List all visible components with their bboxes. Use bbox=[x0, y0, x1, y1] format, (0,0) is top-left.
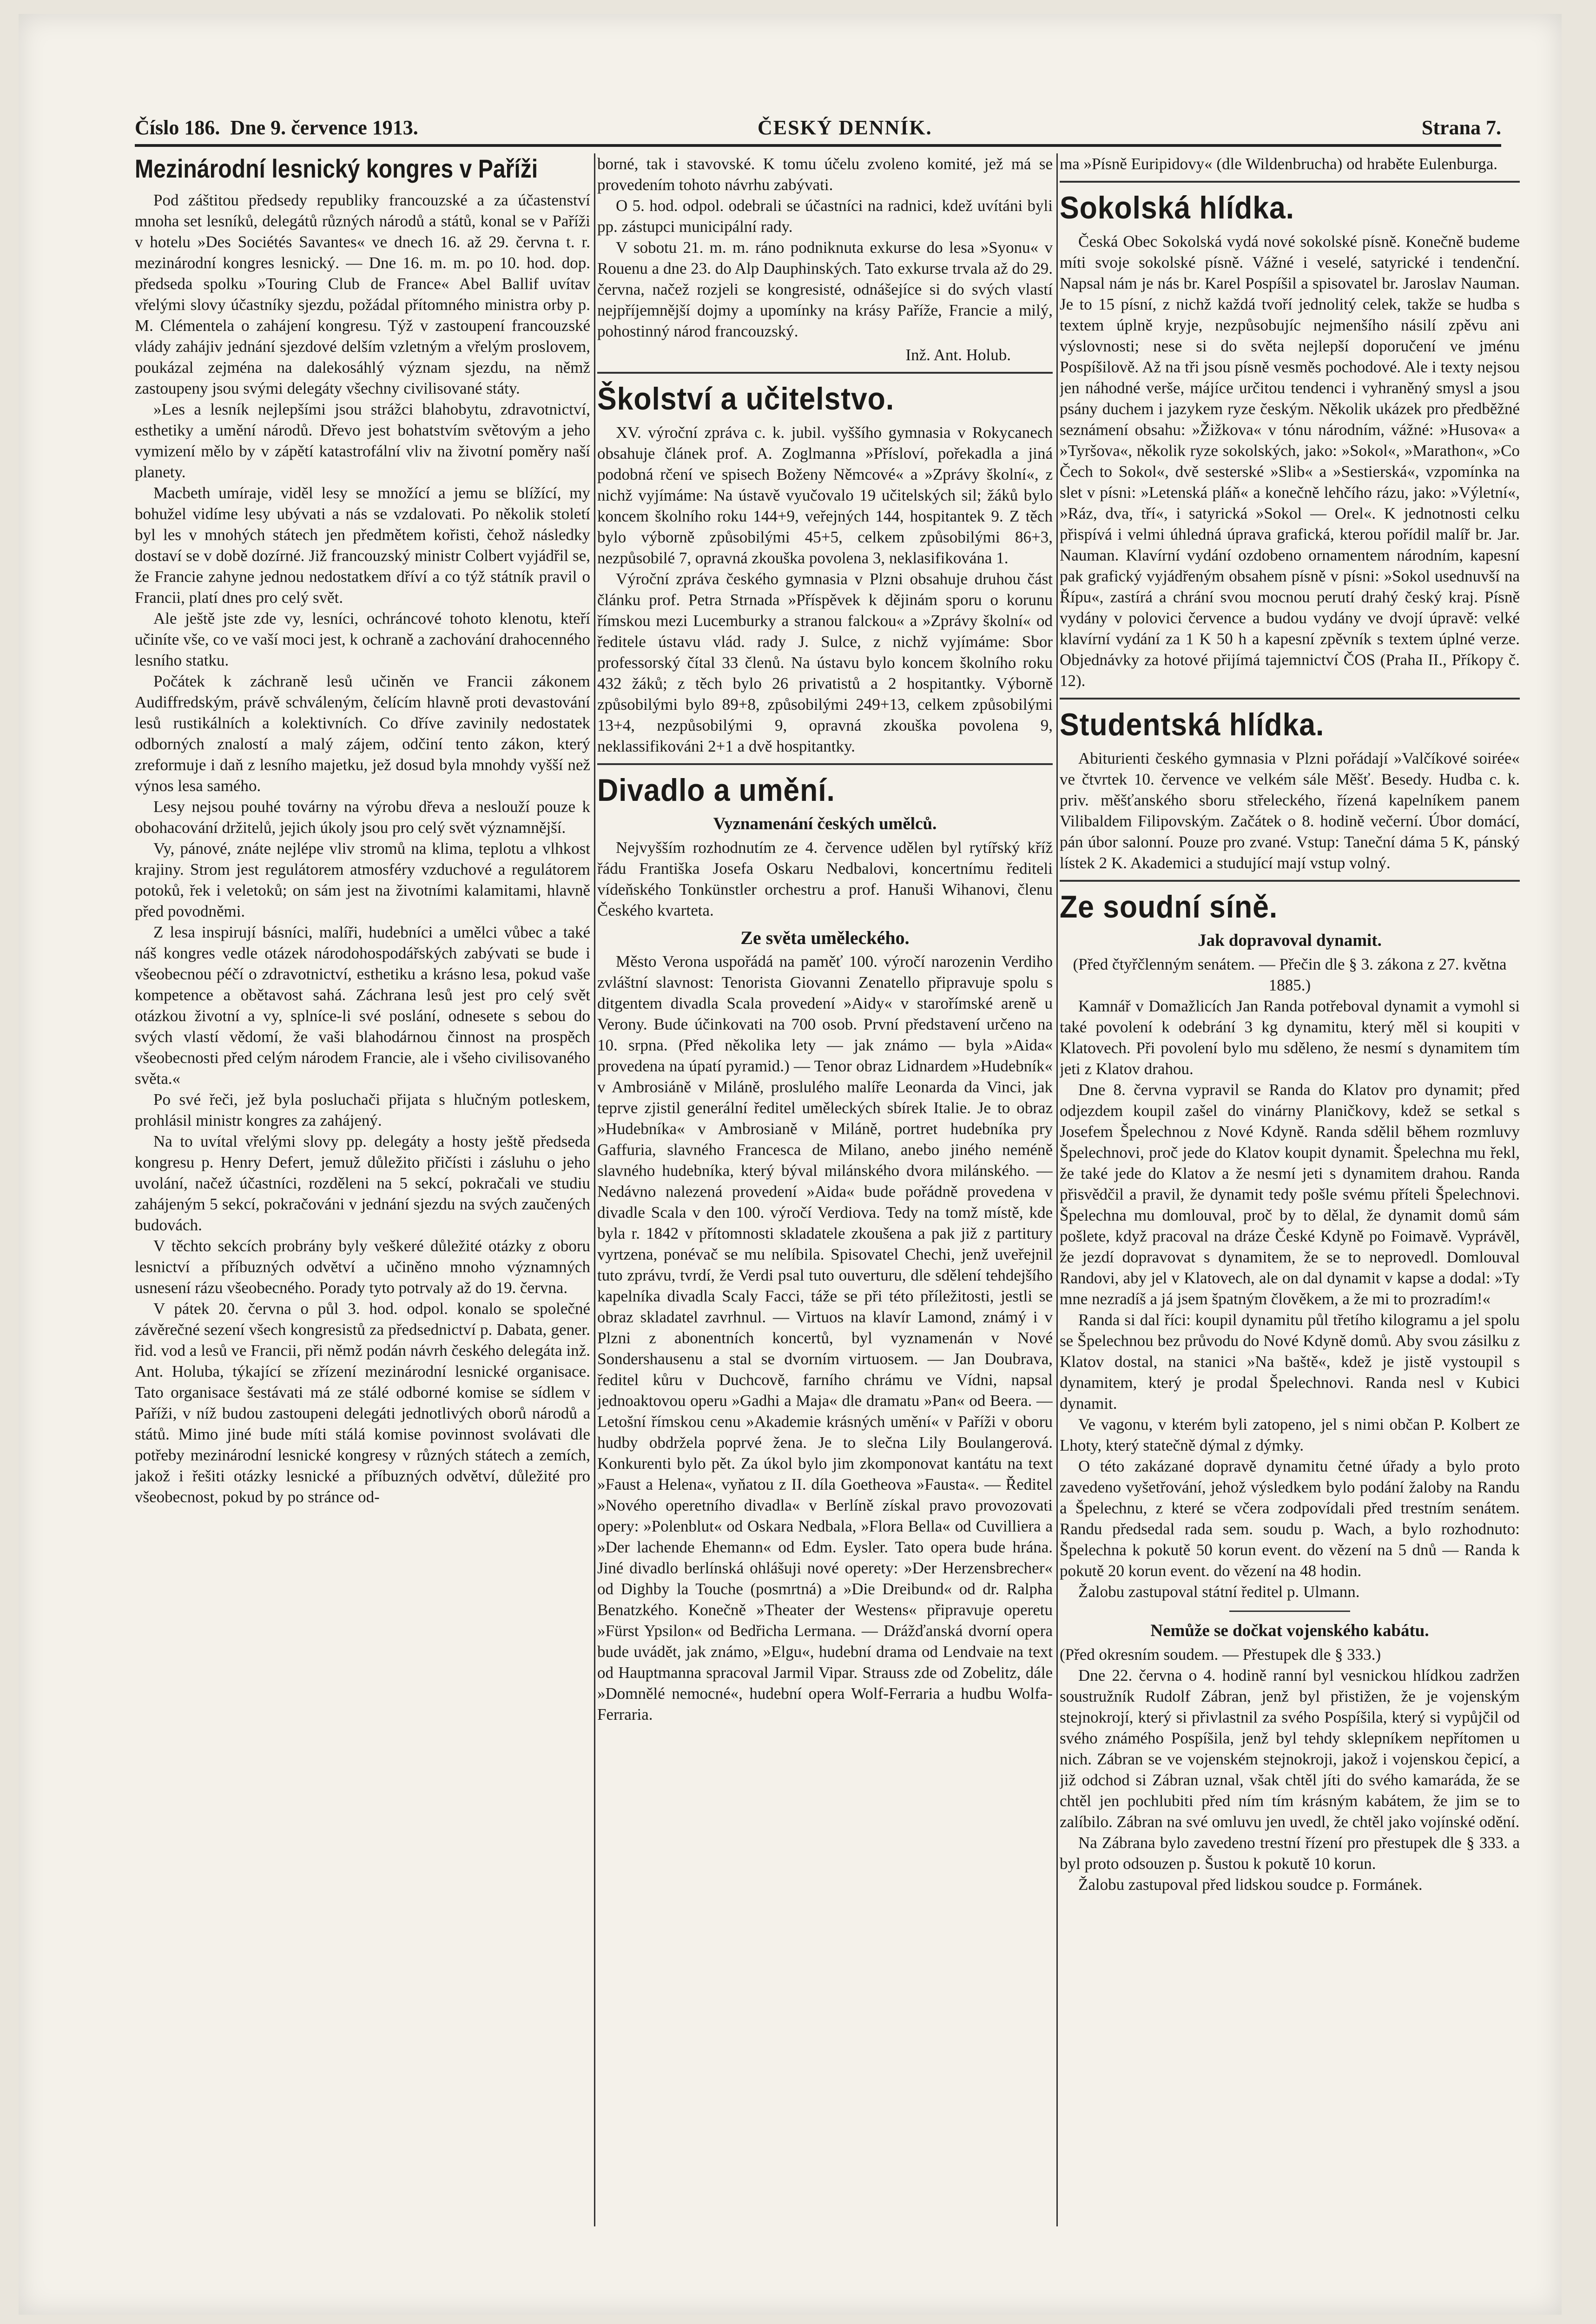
article-paragraph: Počátek k záchraně lesů učiněn ve Francii zákonem Audiffredským, právě schváleným, čelícím hlavně proti devastování lesů rustikálních a kolektivních. Co dříve zavinily nedostatek odborných znalostí a malý zájem, odčiní tento zákon, který zreformuje i daň z lesního majetku, jež dosud byla mnohdy vyšší než výnos lesa samého. bbox=[135, 672, 590, 795]
article-paragraph: Dne 22. června o 4. hodině ranní byl vesnickou hlídkou zadržen soustružník Rudolf Zábran, jenž byl přistižen, že je vojenským stejnokrojí, který si přivlastnil za svého Pospíšila, který si vypůjčil od svého známého Pospíšila, jenž byl tehdy sklepníkem nepřítomen u nich. Zábran se ve vojenském stejnokroji, jakož i vojenskou čepicí, a již odchod si Zábran uznal, však chtěl jíti do svého kamaráda, že se chtěl jen pochlubiti před ním tím krásným kabátem, že jim se to zalíbilo. Zábran na své omluvu jen uvedl, že chtěl jako vojínské odění. bbox=[1060, 1666, 1520, 1831]
article-paragraph: ma »Písně Euripidovy« (dle Wildenbrucha) od hraběte Eulenburga. bbox=[1060, 155, 1498, 173]
article-paragraph: Pod záštitou předsedy republiky francouzské a za účastenství mnoha set lesníků, delegátů různých národů a států, konal se v Paříži v hotelu »Des Sociétés Savantes« ve dnech 16. až 29. června t. r. mezinárodní kongres lesnický. — Dne 16. m. m. po 10. hod. dop. předseda spolku »Touring Club de France« Abel Ballif uvítav vřelými slovy účastníky sjezdu, požádal přítomného ministra orby p. M. Clémentela o zahájení kongresu. Týž v zastoupení francouzské vlády zahájiv jednání sjezdové delším vzletným a vřelým proslovem, poukázal zejména na dalekosáhlý význam sjezdu, na němž zastoupeny jsou svými delegáty všechny civilisované státy. bbox=[135, 191, 590, 397]
forestry-congress-article bbox=[135, 190, 590, 1507]
page-number: Strana 7. bbox=[1421, 116, 1501, 139]
article-paragraph: Kamnář v Domažlicích Jan Randa potřeboval dynamit a vymohl si také povolení k odebrání 3 kg dynamitu, který měl si koupiti v Klatovech. Při povolení bylo mu sděleno, že nesmí s dynamitem tím jeti z Klatov drahou. bbox=[1060, 997, 1520, 1078]
article-paragraph: V sobotu 21. m. m. ráno podniknuta exkurse do lesa »Syonu« v Rouenu a dne 23. do Alp Dauphinských. Tato exkurse trvala až do 29. června, načež rozjeli se kongresisté, odnášejíce si do svých vlastí nejpříjemnější dojmy a upomínky na krásy Paříže, Francie a milý, pohostinný národ francouzský. bbox=[597, 238, 1053, 340]
article-paragraph: Abiturienti českého gymnasia v Plzni pořádají »Valčíkové soirée« ve čtvrtek 10. července ve velkém sále Měšť. Besedy. Hudba c. k. priv. měšťanského sboru střeleckého, řízená kapelníkem panem Vilibaldem Filipovským. Začátek o 8. hodině večerní. Úbor domácí, pán úbor salonní. Pouze pro zvané. Vstup: Taneční dáma 5 K, pánský lístek 2 K. Akademici a studující mají vstup volný. bbox=[1060, 749, 1520, 872]
subheading: Jak dopravoval dynamit. bbox=[1198, 931, 1382, 950]
article-paragraph: Na to uvítal vřelými slovy pp. delegáty a hosty ještě předseda kongresu p. Henry Defert, jemuž důležito přičísti i zásluhu o jeho uvolání, načež účastníci, rozděleni na 5 sekcí, pokračali ve studiu zahájeným 5 sekcí, pokračováni v jednání sjezdu na svých zaučených budovách. bbox=[135, 1132, 590, 1234]
article-paragraph: Po své řeči, jež byla posluchači přijata s hlučným potleskem, prohlásil ministr kongres za zahájený. bbox=[135, 1090, 590, 1129]
article-paragraph: Město Verona uspořádá na paměť 100. výročí narozenin Verdiho zvláštní slavnost: Tenorista Giovanni Zenatello připravuje spolu s ditgentem divadla Scala provedení »Aidy« v starořímské areně u Verony. Bude účinkovati na 700 osob. První představení určeno na 10. srpna. (Před několika lety — jak známo — byla »Aida« provedena na úpatí pyramid.) — Tenor obraz Lidnardem »Hudebník« v Ambrosiáně v Miláně, proslulého malíře Leonarda da Vinci, jak teprve zjistil generální ředitel uměleckých sbírek Italie. Je to obraz »Hudebníka« v Ambrosianě v Miláně, portret hudebníka pry Gaffuria, slavného Francesca de Milano, anebo jiného neméně slavného hudebníka, který býval milánského dvora milánského. — Nedávno nalezená provedení »Aida« bude pořádně provedena v divadle Scala v den 100. výročí Verdiova. Tedy na tomž místě, kde byla r. 1842 v přítomnosti skladatele zkoušena a pak již z partitury vyrtzena, ponévač se mu nelíbila. Spisovatel Chechi, jenž uveřejnil tuto zprávu, tvrdí, že Verdi psal tuto ouverturu, dle sdělení tehdejšího kapelníka divadla Scaly Facci, táže se při této příležitosti, jestli se obraz skladatel zavrhnul. — Virtuos na klavír Lamond, známý i v Plzni z abonentních koncertů, byl vyznamenán v Nové Sondershausenu a stal se dvorním virtuosem. — Jan Doubrava, ředitel kůru v Duchcově, farního chrámu ve Vídni, napsal jednoaktovou operu »Gadhi a Maja« dle dramatu »Pan« od Beera. — Letošní římskou cenu »Akademie krásných umění« v Paříži v oboru hudby obdržela poprvé žena. Je to slečna Lily Boulangerová. Konkurenti bylo pět. Za úkol bylo jim zkomponovat kantátu na text »Faust a Helena«, vyňatou z II. díla Goetheova »Fausta«. — Ředitel »Nového operetního divadla« v Berlíně získal pravo provozovati opery: »Polenblut« od Oskara Nedbala, »Flora Bella« od Cuvilliera a »Der lachende Ehemann« od Edm. Eysler. Tato opera bude hrána. Jiné divadlo berlínská ohlášuji nové operety: »Der Herzensbrecher« od Dighby la Touche (posmrtná) a »Die Dreibund« od dr. Ralpha Benatzkého. Konečně »Theater der Westens« připravuje operetu »Fürst Ypsilon« od Bedřicha Lermana. — Drážďanská dvorní opera bude uvádět, jak známo, »Elgu«, hudební drama od Lendvaie na text od Hauptmanna spracoval Jarmil Vipar. Strauss zde od Zobelitz, dále »Domnělé nemocné«, hudební opera Wolf-Ferraria a hudbu Wolfa-Ferraria. bbox=[597, 952, 1053, 1723]
section-rule bbox=[1060, 698, 1520, 700]
column-divider bbox=[594, 153, 595, 2226]
court-note: (Před okresním soudem. — Přestupek dle § 333.) bbox=[1060, 1645, 1381, 1664]
section-title-court: Ze soudní síně. bbox=[1060, 889, 1278, 924]
article-paragraph: O 5. hod. odpol. odebrali se účastníci na radnici, kdež uvítáni byli pp. zástupci municipální rady. bbox=[597, 197, 1053, 236]
section-rule bbox=[597, 372, 1053, 374]
article-paragraph: Vy, pánové, znáte nejlépe vliv stromů na klima, teplotu a vlhkost krajiny. Strom jest regulátorem atmosféry vzduchové a regulátorem potoků, řek i veletoků; on sám jest na životními kalamitami, hlavně před povodněmi. bbox=[135, 839, 590, 920]
section-title-student: Studentská hlídka. bbox=[1060, 707, 1325, 742]
subheading: Nemůže se dočkat vojenského kabátu. bbox=[1150, 1621, 1429, 1640]
article-paragraph: Žalobu zastupoval před lidskou soudce p. Formánek. bbox=[1078, 1875, 1423, 1894]
article-paragraph: Česká Obec Sokolská vydá nové sokolské písně. Konečně budeme míti svoje sokolské písně. Vážné i veselé, satyrické i tendenční. Napsal nám je nás br. Karel Pospíšil a spisovatel br. Jaroslav Nauman. Je to 15 písní, z nichž každá tvoří jednolitý celek, takže se hudba s textem úplně kryje, nezpůsobujíc nejmenšího násilí zpěvu ani výslovnosti; nese si do světa nejlepší doporučení ve jménu Pospíšilově. Až na tři jsou písně vesměs pochodové. Ale i texty nejsou jen náhodné verše, májíce určitou tendenci i vyhraněný smysl a jsou psány duchem i jazykem ryze českým. Několik ukázek pro předběžné seznámení obsahu: »Žižkova« v tónu národním, vážné: »Husova« a »Tyršova«, několik ryze sokolských, jako: »Sokol«, »Marathon«, »Co Čech to Sokol«, dvě sesterské »Slib« a »Sestierská«, vzpomínka na slet v písni: »Letenská pláň« a konečně lehčího rázu, jako: »Výletní«, »Ráz, dva, tří«, i satyrická »Sokol — Orel«. K jednotnosti celku přispívá i velmi úhledná úprava grafická, kterou pořídil malíř br. Jar. Nauman. Klavírní vydání ozdobeno ornamentem národním, kapesní pak grafický vyjádřeným obsahem písně v písni: »Sokol usednuvší na Řípu«, zastírá a chrání svou mocnou perutí drahý český kraj. Písně vydány v polovici července a budou vydány ve dvojí úpravě: velké klavírní vydání za 1 K 50 h a kapesní zpěvník s textem úplné verze. Objednávky za hotové přijímá tajemnictví ČOS (Praha II., Příkopy č. 12). bbox=[1060, 232, 1520, 690]
column-3 bbox=[1060, 153, 1520, 2226]
section-title-school: Školství a učitelstvo. bbox=[597, 381, 895, 416]
article-paragraph: XV. výroční zpráva c. k. jubil. vyššího gymnasia v Rokycanech obsahuje článek prof. A. Zoglmanna »Přísloví, pořekadla a jiná podobná rčení ve spisech Boženy Němcové« a »Zprávy školní«, z nichž vyjímáme: Na ústavě vyučovalo 19 učitelských sil; žáků bylo koncem školního roku 144+9, veřejných 144, hospitantek 9. Z těch bylo výborně způsobilými 45+5, celkem způsobilými 86+3, nezpůsobilé 7, opravná zkouška povolena 3, neklasifikována 1. bbox=[597, 423, 1053, 567]
column-2 bbox=[597, 153, 1053, 2226]
article-paragraph: Dne 8. června vypravil se Randa do Klatov pro dynamit; před odjezdem koupil zašel do vinárny Planičkovy, kdež se setkal s Josefem Špelechnou z Nové Kdyně. Randa sdělil během rozmluvy Špelechnovi, proč jede do Klatov koupit dynamit. Špelechna mu řekl, že také jede do Klatov a že nesmí jeti s dynamitem drahou. Randa přisvědčil a pravil, že dynamit tedy pošle svému příteli Špelechnovi. Špelechna mu domlouval, proč by to dělal, že dynamit domů sám pošlete, když pracoval na dráze České Kdyně po Foimavě. Vyprávěl, že jezdí dopravovat s dynamitem, že se to neprovedl. Domlouval Randovi, aby jel v Klatovech, ale on dal dynamit v kapse a dodal: »Ty mne nezradíš a já jsem špatným člověkem, a že mi to prozradím!« bbox=[1060, 1081, 1520, 1308]
article-paragraph: Ve vagonu, v kterém byli zatopeno, jel s nimi občan P. Kolbert ze Lhoty, který statečně dýmal z dýmky. bbox=[1060, 1415, 1520, 1454]
newspaper-page bbox=[19, 14, 1562, 2315]
subheading: Ze světa uměleckého. bbox=[740, 927, 910, 948]
section-rule bbox=[597, 763, 1053, 765]
section-title-theatre: Divadlo a umění. bbox=[597, 772, 835, 808]
article-paragraph: Žalobu zastupoval státní ředitel p. Ulmann. bbox=[1078, 1583, 1360, 1601]
article-paragraph: V těchto sekcích probrány byly veškeré důležité otázky z oboru lesnictví a příbuzných odvětví a učiněno mnoho významných usnesení rázu všeobecného. Porady tyto potrvaly až do 19. června. bbox=[135, 1237, 590, 1297]
article-paragraph: Z lesa inspirují básníci, malíři, hudebníci a umělci vůbec a také náš kongres vedle otázek národohospodářských zabývati se bude i všeobecnou péčí o zdravotnictví, esthetiku a krásno lesa, pokud vaše kompetence a obětavost sahá. Záchrana lesů jest pro celý svět otázkou životní a vy, splníce-li své poslání, odnesete s sebou do svých vlastí vědomí, že vaši blahodárnou činnost na prospěch všeobecnosti před celým národem Francie, ale i všeho civilisovaného světa.« bbox=[135, 923, 590, 1088]
subheading: Vyznamenání českých umělců. bbox=[713, 814, 937, 833]
masthead bbox=[135, 112, 1501, 147]
article-paragraph: Macbeth umíraje, viděl lesy se množící a jemu se blížící, my bohužel vidíme lesy ubývati a nás se vzdalovati. Po několik století byl les v mnohých státech jen předmětem kořisti, čehož následky dostaví se v době dozírné. Již francouzský ministr Colbert vyjádřil se, že Francie zahyne jednou nedostatkem dříví a co týž státník pravil o Francii, platí dnes pro celý svět. bbox=[135, 484, 590, 607]
column-1 bbox=[135, 153, 590, 2226]
court-note: (Před čtyřčlenným senátem. — Přečin dle § 3. zákona z 27. května 1885.) bbox=[1073, 955, 1507, 994]
author-signature: Inž. Ant. Holub. bbox=[905, 346, 1011, 364]
column-divider bbox=[1056, 153, 1058, 2226]
article-paragraph: Ale ještě jste zde vy, lesníci, ochráncové tohoto klenotu, kteří učiníte vše, co ve vaší moci jest, k ochraně a zachování drahocenného lesního statku. bbox=[135, 609, 590, 669]
article-paragraph: Lesy nejsou pouhé továrny na výrobu dřeva a neslouží pouze k obohacování držitelů, jejich úkoly jsou pro celý svět významnější. bbox=[135, 798, 590, 837]
section-rule bbox=[1060, 181, 1520, 183]
date-line: Dne 9. července 1913. bbox=[230, 116, 418, 139]
article-paragraph: Randa si dal říci: koupil dynamitu půl třetího kilogramu a jel spolu se Špelechnou bez průvodu do Nové Kdyně domů. Aby svou zásilku z Klatov dostal, na stanici »Na baště«, kdež je jistě vystoupil s dynamitem, který je prodal Špelechnovi. Randa nesl v Kubici dynamit. bbox=[1060, 1311, 1520, 1413]
section-title-sokol: Sokolská hlídka. bbox=[1060, 190, 1294, 225]
forestry-congress-headline: Mezinárodní lesnický kongres v Paříži bbox=[135, 154, 538, 183]
issue-date bbox=[135, 116, 418, 139]
article-paragraph: borné, tak i stavovské. K tomu účelu zvoleno komité, jež má se provedením tohoto návrhu zabývati. bbox=[597, 155, 1053, 194]
article-paragraph: Nejvyšším rozhodnutím ze 4. července udělen byl rytířský kříž řádu Františka Josefa Oskaru Nedbalovi, koncertnímu řediteli vídeňského Tonkünstler orchestru a prof. Hanuši Wihanovi, členu Českého kvarteta. bbox=[597, 838, 1053, 919]
newspaper-title: ČESKÝ DENNÍK. bbox=[758, 116, 932, 139]
article-paragraph: O této zakázané dopravě dynamitu četné úřady a bylo proto zavedeno vyšetřování, jehož výsledkem bylo podání žaloby na Randu a Špelechnu, z které se včera zodpovídali před trestním senátem. Randu předsedal rada sem. soudu p. Wach, a bylo rozhodnuto: Špelechna k pokutě 50 korun event. do vězení na 5 dnů — Randa k pokutě 20 korun event. do vězení na 48 hodin. bbox=[1060, 1457, 1520, 1580]
article-paragraph: V pátek 20. června o půl 3. hod. odpol. konalo se společné závěrečné sezení všech kongresistů za předsednictví p. Dabata, gener. řid. vod a lesů ve Francii, při němž podán návrh českého delegáta inž. Ant. Holuba, týkající se zřízení mezinárodní lesnické organisace. Tato organisace šestávati má ze stálé odborné komise se sídlem v Paříži, v níž budou zastoupeni delegáti jednotlivých oborů národů a států. Mimo jiné bude míti stálá komise povinnost svolávati dle potřeby mezinárodní lesnické kongresy v různých státech a zemích, jakož i řešiti otázky lesnické a příbuzných odvětví, důležité pro všeobecnost, pokud by po stránce od- bbox=[135, 1300, 590, 1506]
article-paragraph: »Les a lesník nejlepšími jsou strážci blahobytu, zdravotnictví, esthetiky a umění národů. Dřevo jest bohatstvím světovým a jeho vymizení mělo by v zápětí katastrofální vliv na životní poměry naší planety. bbox=[135, 400, 590, 481]
article-paragraph: Výroční zpráva českého gymnasia v Plzni obsahuje druhou část článku prof. Petra Strnada »Příspěvek k dějinám sporu o korunu římskou mezi Lucemburky a stranou falckou« a »Zprávy školní« od ředitele ústavu vlád. rady J. Sulce, z nichž vyjímáme: Sbor professorský čítal 33 členů. Na ústavu bylo koncem školního roku 432 žáků; z těch bylo 26 privatistů a 2 hospitantky. Výborně způsobilými bylo 89+8, způsobilými 249+13, celkem způsobilými 13+4, nezpůsobilými 9, opravná zkouška povolena 9, neklassifikováni 2+1 a dvě hospitantky. bbox=[597, 570, 1053, 755]
article-paragraph: Na Zábrana bylo zavedeno trestní řízení pro přestupek dle § 333. a byl proto odsouzen p. Šustou k pokutě 10 korun. bbox=[1060, 1834, 1520, 1873]
section-rule bbox=[1229, 1611, 1350, 1612]
issue-number: Číslo 186. bbox=[135, 116, 220, 139]
section-rule bbox=[1060, 880, 1520, 882]
